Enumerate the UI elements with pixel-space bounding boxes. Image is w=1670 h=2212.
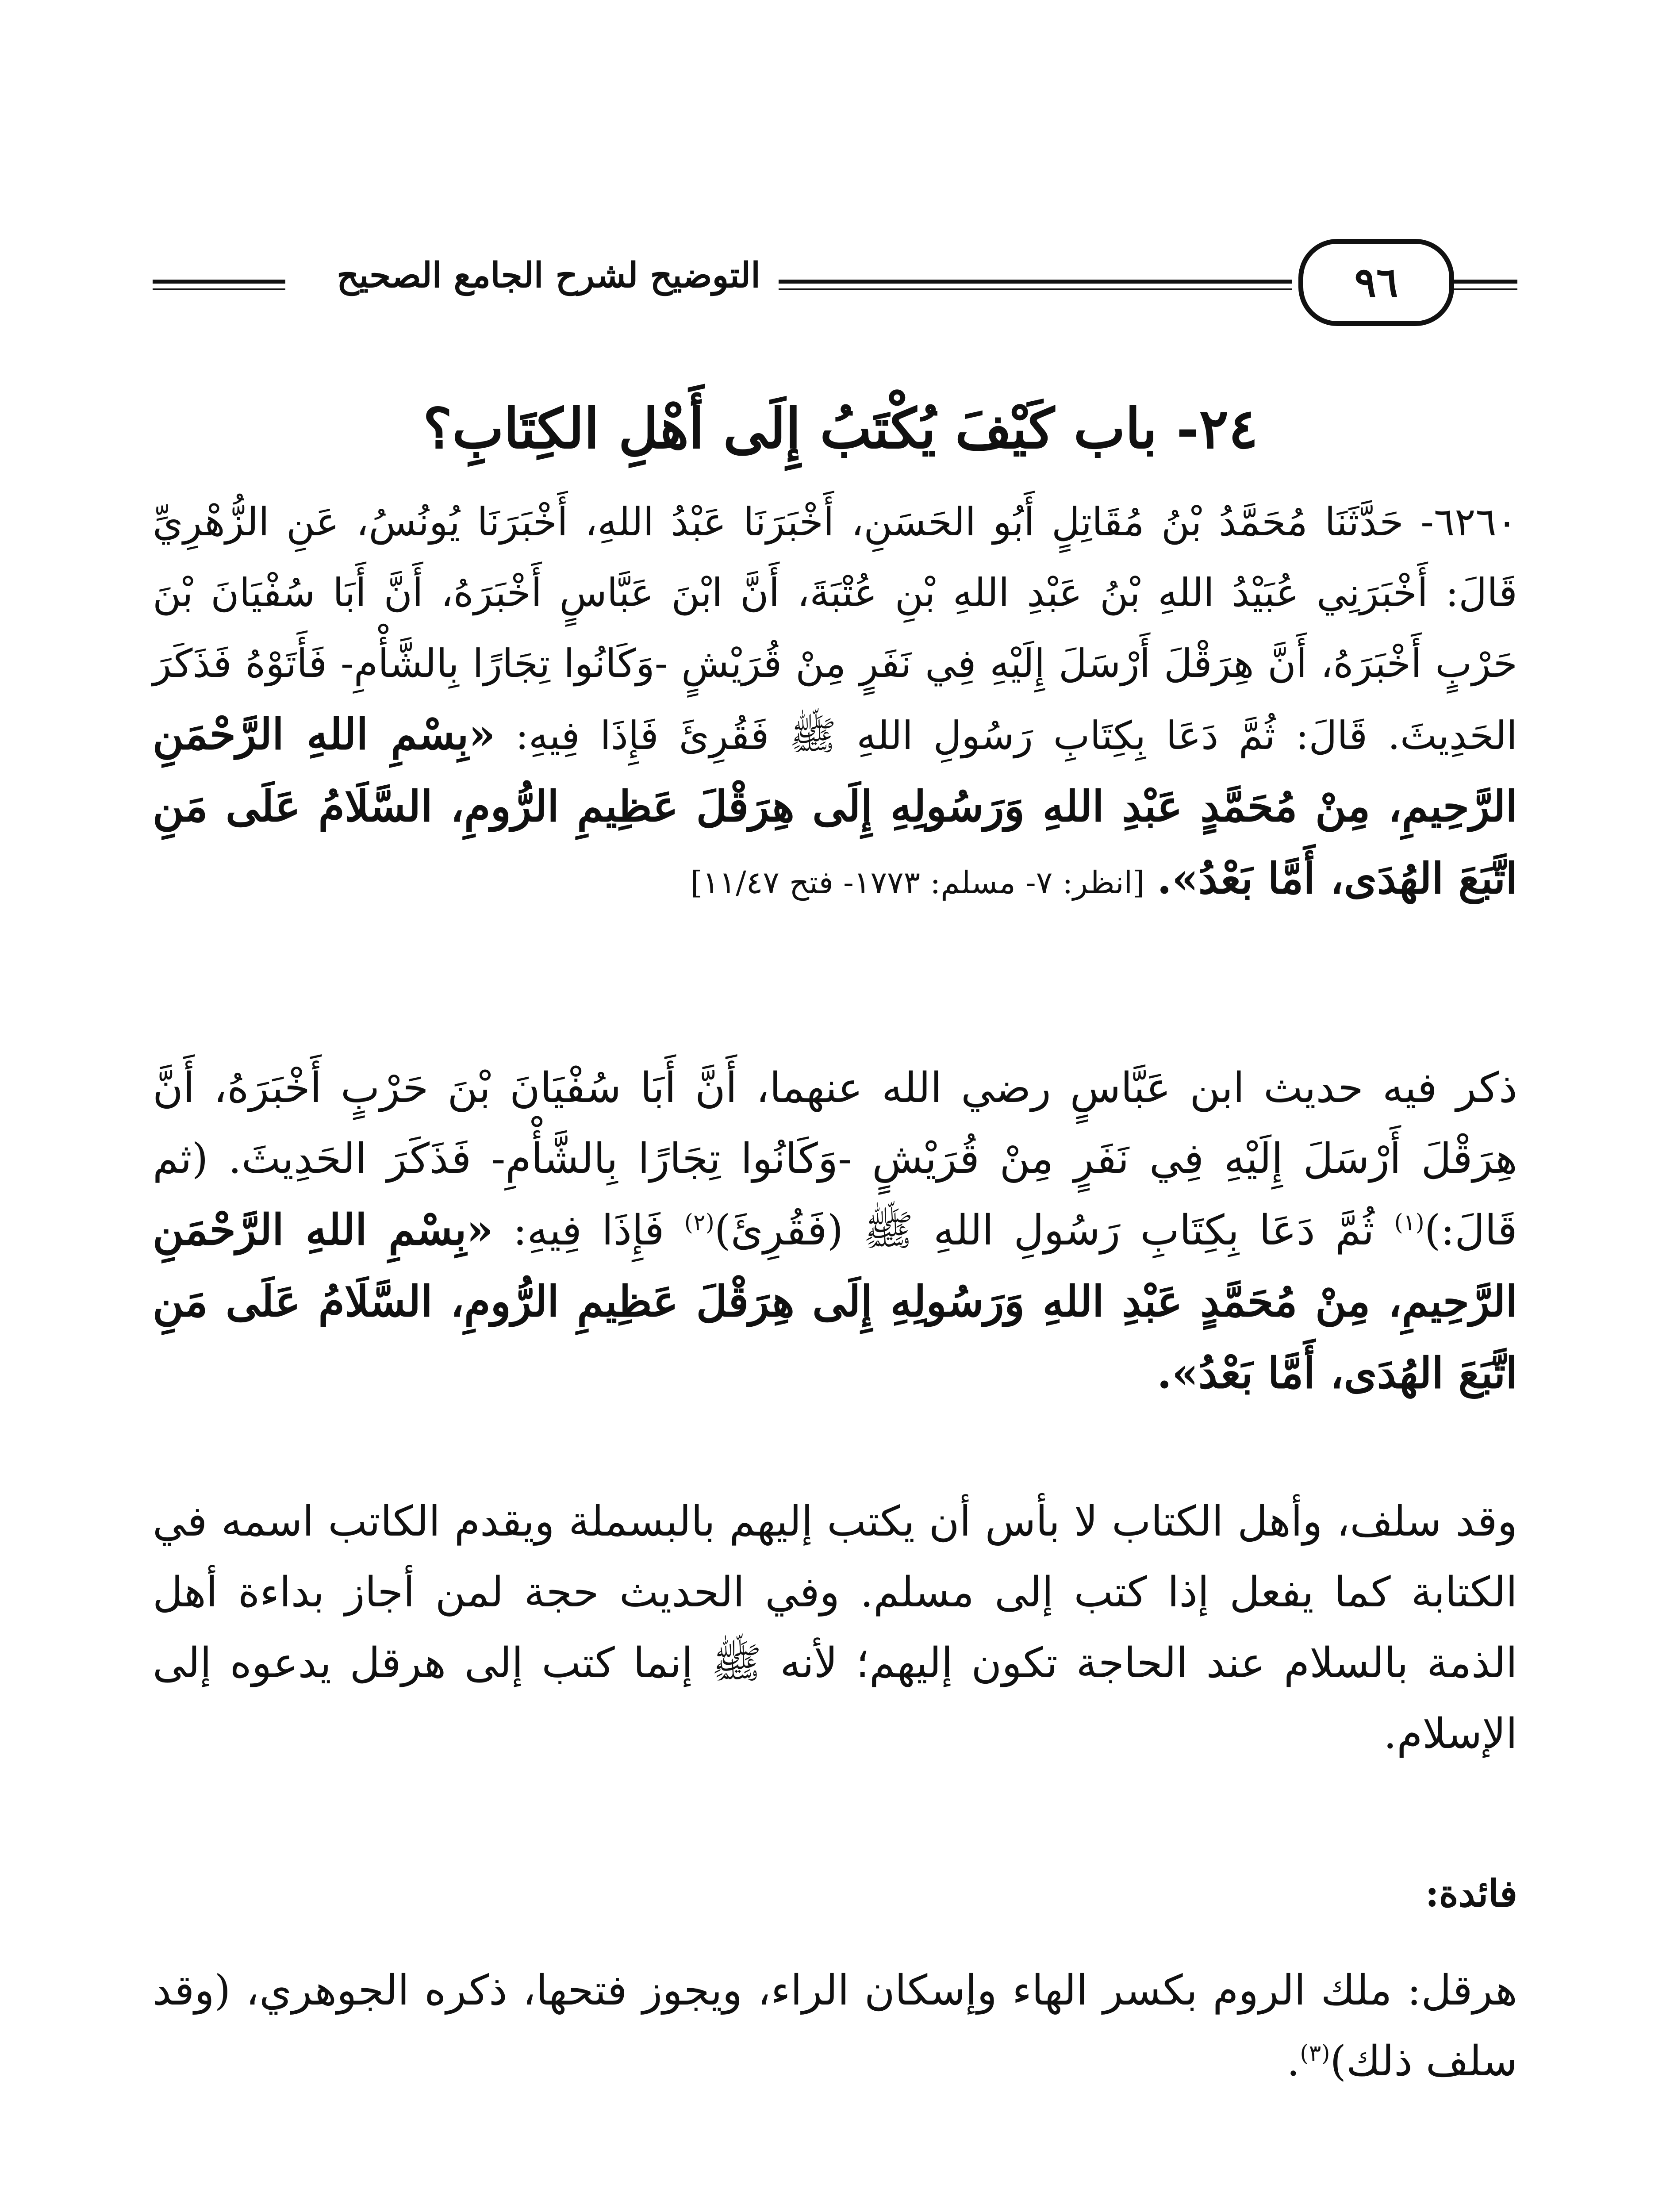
running-title: التوضيح لشرح الجامع الصحيح xyxy=(337,255,760,296)
hadith-block xyxy=(153,487,1517,918)
commentary-text: هرقل: ملك الروم بكسر الهاء وإسكان الراء، ويجوز فتحها، ذكره الجوهري، (وقد سلف ذلك) xyxy=(153,1966,1517,2085)
benefit-heading: فائدة: xyxy=(1425,1871,1517,1915)
hadith-letter: «بِسْمِ اللهِ الرَّحْمَنِ الرَّحِيمِ، مِنْ مُحَمَّدٍ عَبْدِ اللهِ وَرَسُولِهِ إِلَى هِرَقْلَ عَظِيمِ الرُّومِ، السَّلَامُ عَلَى مَنِ اتَّبَعَ الهُدَى، أَمَّا بَعْدُ». xyxy=(153,709,1517,903)
header-rule-right-thin xyxy=(1449,288,1517,290)
commentary-paragraph xyxy=(153,1053,1517,1409)
page-number: ٩٦ xyxy=(1354,258,1398,306)
page-number-frame xyxy=(1298,239,1454,326)
header-rule-left-thin xyxy=(153,288,285,290)
commentary-mid: ثُمَّ دَعَا بِكِتَابِ رَسُولِ اللهِ ﷺ (فَقُرِئَ) xyxy=(714,1206,1374,1255)
commentary-paragraph: وقد سلف، وأهل الكتاب لا بأس أن يكتب إليهم بالبسملة ويقدم الكاتب اسمه في الكتابة كما يفعل إذا كتب إلى مسلم. وفي الحديث حجة لمن أجاز بداءة أهل الذمة بالسلام عند الحاجة تكون إليهم؛ لأنه ﷺ إنما كتب إلى هرقل يدعوه إلى الإسلام. xyxy=(153,1498,1518,1758)
commentary-after: فَإِذَا فِيهِ: xyxy=(513,1206,664,1255)
hadith-reference: [انظر: ٧- مسلم: ١٧٧٣- فتح ١١/٤٧] xyxy=(690,864,1145,901)
header-rule-left xyxy=(153,280,285,284)
hadith-isnad: ٦٢٦٠- حَدَّثَنَا مُحَمَّدُ بْنُ مُقَاتِلٍ أَبُو الحَسَنِ، أَخْبَرَنَا عَبْدُ اللهِ، أَخْبَرَنَا يُونُسُ، عَنِ الزُّهْرِيِّ قَالَ: أَخْبَرَنِي عُبَيْدُ اللهِ بْنُ عَبْدِ اللهِ بْنِ عُتْبَةَ، أَنَّ ابْنَ عَبَّاسٍ أَخْبَرَهُ، أَنَّ أَبَا سُفْيَانَ بْنَ حَرْبٍ أَخْبَرَهُ، أَنَّ هِرَقْلَ أَرْسَلَ إِلَيْهِ فِي نَفَرٍ مِنْ قُرَيْشٍ -وَكَانُوا تِجَارًا بِالشَّأْمِ- فَأَتَوْهُ فَذَكَرَ الحَدِيثَ. قَالَ: ثُمَّ دَعَا بِكِتَابِ رَسُولِ اللهِ ﷺ فَقُرِئَ فَإِذَا فِيهِ: xyxy=(153,499,1517,758)
commentary-letter: «بِسْمِ اللهِ الرَّحْمَنِ الرَّحِيمِ، مِنْ مُحَمَّدٍ عَبْدِ اللهِ وَرَسُولِهِ إِلَى هِرَقْلَ عَظِيمِ الرُّومِ، السَّلَامُ عَلَى مَنِ اتَّبَعَ الهُدَى، أَمَّا بَعْدُ». xyxy=(153,1205,1517,1398)
footnote-marker: (١) xyxy=(1394,1209,1424,1236)
header-rule-right xyxy=(1449,280,1517,284)
chapter-title: ٢٤- باب كَيْفَ يُكْتَبُ إِلَى أَهْلِ الكِتَابِ؟ xyxy=(423,397,1258,461)
footnote-marker: (٣) xyxy=(1300,2040,1330,2067)
header-rule-middle xyxy=(779,280,1292,284)
commentary-paragraph xyxy=(153,1955,1517,2097)
header-rule-middle-thin xyxy=(779,288,1292,290)
footnote-marker: (٢) xyxy=(684,1209,714,1236)
commentary-end: . xyxy=(1286,2037,1300,2085)
commentary-intro: ذكر فيه حديث ابن عَبَّاسٍ رضي الله عنهما، أَنَّ أَبَا سُفْيَانَ بْنَ حَرْبٍ أَخْبَرَهُ، أَنَّ هِرَقْلَ أَرْسَلَ إِلَيْهِ فِي نَفَرٍ مِنْ قُرَيْشٍ -وَكَانُوا تِجَارًا بِالشَّأْمِ- فَذَكَرَ الحَدِيثَ. (ثم قَالَ:) xyxy=(153,1064,1517,1255)
